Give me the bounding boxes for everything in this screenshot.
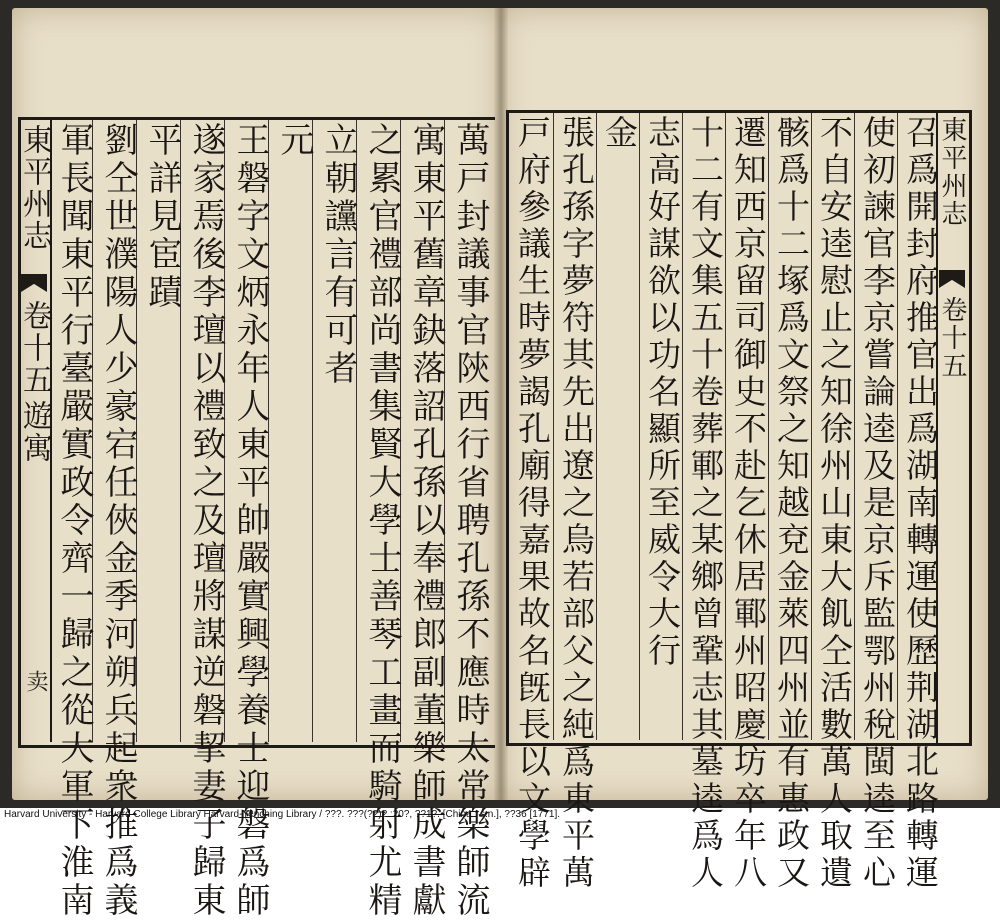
- text-column-11: 召爲開封府推官出爲湖南轉運使歷荆湖北路轉運: [901, 115, 940, 892]
- column-rule: [768, 113, 769, 740]
- text-column-5: 元: [274, 122, 314, 160]
- text-column-17: 志高好謀欲以功名顯所至威令大行: [643, 115, 682, 670]
- text-column-9: 劉仝世濮陽人少豪宕任俠金季河朔兵起衆推爲義: [98, 122, 138, 920]
- text-column-12: 使初諫官李京嘗論逵及是京斥監鄂州稅閩逵至心: [858, 115, 897, 892]
- text-column-3: 之累官禮部尚書集賢大學士善琴工畫而騎射尤精: [362, 122, 402, 920]
- column-rule: [682, 113, 683, 740]
- text-column-1: 萬戸封議事官陝西行省聘孔孫不應時太常樂師流: [450, 122, 490, 920]
- text-column-8: 平詳見宦蹟: [142, 122, 182, 312]
- column-rule: [897, 113, 898, 740]
- left-strip-volume: 卷十五: [17, 300, 52, 396]
- text-column-6: 王磐字文炳永年人東平帥嚴實興學養士迎磐爲師: [230, 122, 270, 920]
- image-caption: Harvard University - Harvard College Library Harvard-Yenching Library / ???. ???(??)? :20?, ??1?. [China : s.n.], ??36 [1771].: [4, 809, 561, 820]
- left-strip-section: 遊寓: [17, 400, 52, 464]
- column-rule: [596, 113, 597, 740]
- text-column-18: 金: [600, 115, 639, 152]
- column-rule: [553, 113, 554, 740]
- text-column-7: 遂家焉後李璮以禮致之及璮將謀逆磐挈妻子歸東: [186, 122, 226, 920]
- text-column-13: 不自安逵慰止之知徐州山東大飢仝活數萬人取遺: [815, 115, 854, 892]
- column-rule: [639, 113, 640, 740]
- column-rule: [811, 113, 812, 740]
- text-column-15: 遷知西京留司御史不赴乞休居鄆州昭慶坊卒年八: [729, 115, 768, 892]
- right-strip-title: 東平州志: [937, 116, 967, 228]
- text-column-10: 軍長聞東平行臺嚴實政令齊一歸之從大軍下淮南: [54, 122, 94, 920]
- text-column-19: 張孔孫字夢符其先出遼之烏若部父之純爲東平萬: [557, 115, 596, 892]
- left-page-number: 卖: [23, 670, 48, 692]
- text-column-2: 寓東平舊章鈌落詔孔孫以奉禮郎副董樂師成書獻: [406, 122, 446, 920]
- text-column-16: 十二有文集五十卷葬鄆之某鄉曾鞏志其墓逵爲人: [686, 115, 725, 892]
- text-column-4: 立朝讜言有可者: [318, 122, 358, 388]
- column-rule: [725, 113, 726, 740]
- left-strip-title: 東平州志: [17, 124, 52, 252]
- right-strip-volume: 卷十五: [937, 296, 967, 380]
- column-rule: [854, 113, 855, 740]
- text-column-14: 骸爲十二塚爲文祭之知越兗金萊四州並有惠政又: [772, 115, 811, 892]
- text-column-20: 戸府參議生時夢謁孔廟得嘉果故名旣長以文學辟: [513, 115, 552, 892]
- column-rule: [312, 120, 313, 742]
